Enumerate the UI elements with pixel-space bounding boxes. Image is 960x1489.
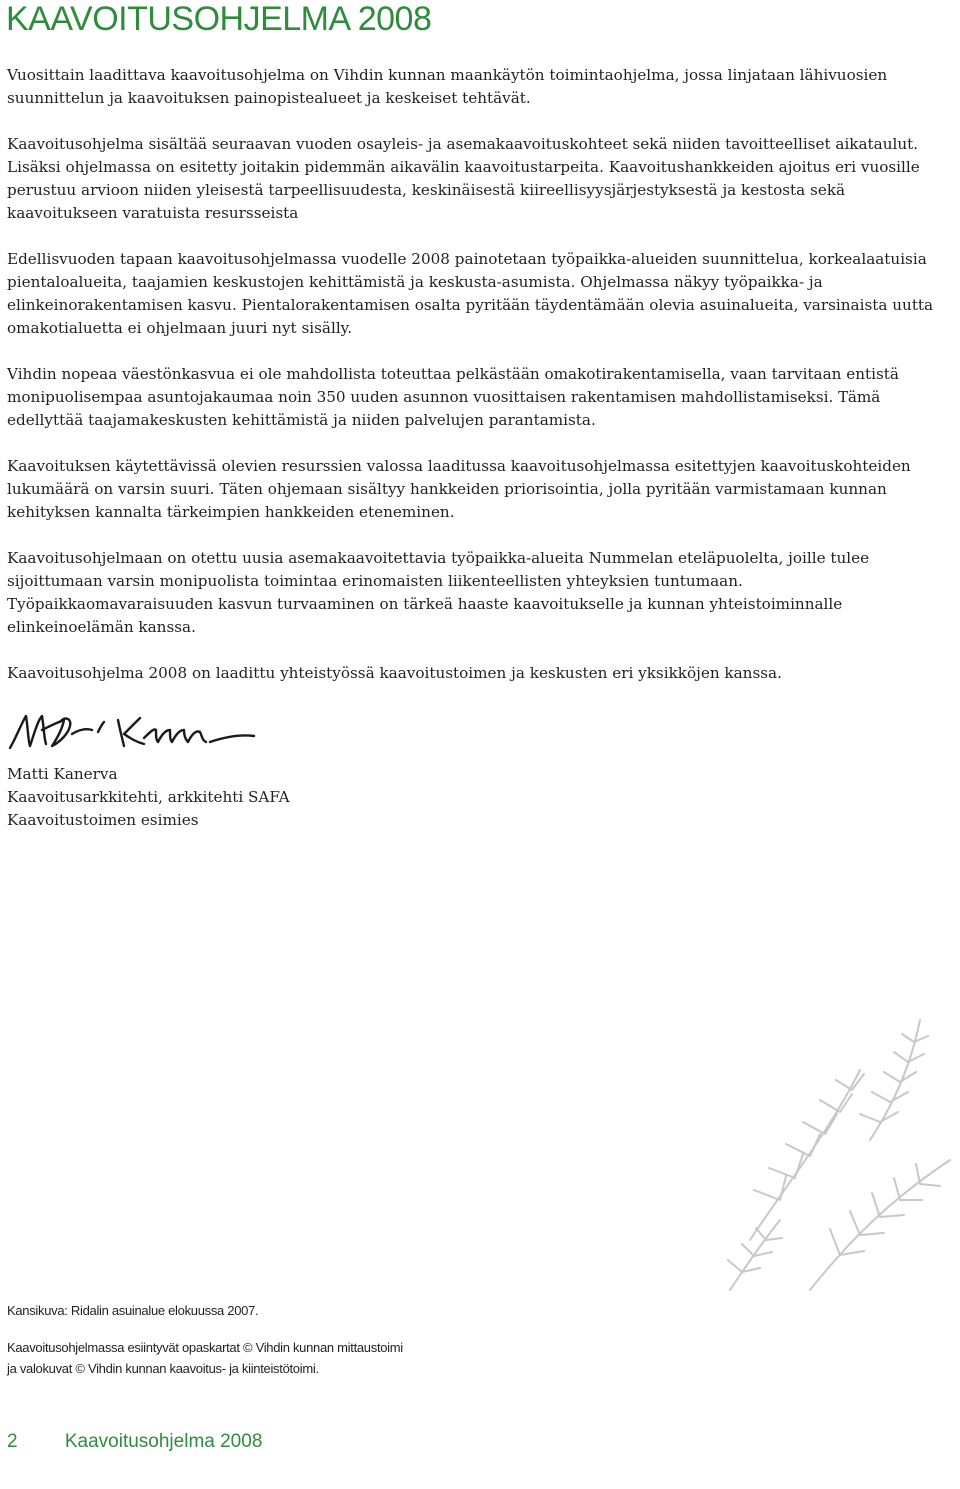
page-footer (7, 1430, 262, 1454)
paragraph: Kaavoitusohjelmaan on otettu uusia asemakaavoitettavia työpaikka-alueita Nummelan eteläpuolelta, joille tulee sijoittumaan varsin monipuolista toimintaa erinomaisten liikenteellisten yhteyksien tuntumaan. Työpaikkaomavaraisuuden kasvun turvaaminen on tärkeä haaste kaavoitukselle ja kunnan yhteistoiminnalle elinkeinoelämän kanssa. (7, 549, 870, 636)
paragraph: Edellisvuoden tapaan kaavoitusohjelmassa vuodelle 2008 painotetaan työpaikka-alueiden suunnittelua, korkealaatuisia pientaloalueita, taajamien keskustojen kehittämistä ja keskusta-asumista. Ohjelmassa näkyy työpaikka- ja elinkeinorakentamisen kasvu. Pientalorakentamisen osalta pyritään täydentämään olevia asuinalueita, varsinaista uutta omakotialuetta ei ohjelmaan juuri nyt sisälly. (7, 250, 934, 337)
signature-block (7, 763, 290, 832)
signer-role: Kaavoitusarkkitehti, arkkitehti SAFA (7, 788, 290, 806)
signer-position: Kaavoitustoimen esimies (7, 811, 199, 829)
running-title: Kaavoitusohjelma 2008 (64, 1431, 263, 1452)
page-number: 2 (7, 1431, 18, 1452)
paragraph: Kaavoituksen käytettävissä olevien resurssien valossa laaditussa kaavoitusohjelmassa esitettyjen kaavoituskohteiden lukumäärä on varsin suuri. Täten ohjemaan sisältyy hankkeiden priorisointia, jolla pyritään varmistamaan kunnan kehityksen kannalta tärkeimpien hankkeiden eteneminen. (7, 457, 911, 521)
paragraph: Vihdin nopeaa väestönkasvua ei ole mahdollista toteuttaa pelkästään omakotirakentamisella, vaan tarvitaan entistä monipuolisempaa asuntojakaumaa noin 350 uuden asunnon vuosittaisen rakentamisen mahdollistamiseksi. Tämä edellyttää taajamakeskusten kehittämistä ja niiden palvelujen parantamista. (7, 365, 899, 429)
intro-text (7, 64, 939, 708)
image-credits (7, 1300, 403, 1379)
handwritten-signature (6, 708, 266, 760)
maps-credit: Kaavoitusohjelmassa esiintyvät opaskartat © Vihdin kunnan mittaustoimi (7, 1340, 403, 1355)
fern-leaves-illustration (720, 1010, 960, 1300)
photos-credit: ja valokuvat © Vihdin kunnan kaavoitus- ja kiinteistötoimi. (7, 1361, 319, 1376)
paragraph: Kaavoitusohjelma sisältää seuraavan vuoden osayleis- ja asemakaavoituskohteet sekä niiden tavoitteelliset aikataulut. Lisäksi ohjelmassa on esitetty joitakin pidemmän aikavälin kaavoitustarpeita. Kaavoitushankkeiden ajoitus eri vuosille perustuu arvioon niiden yleisestä tarpeellisuudesta, keskinäisestä kiireellisyysjärjestyksestä ja kestosta sekä kaavoitukseen varatuista resursseista (7, 135, 920, 222)
page-title: KAAVOITUSOHJELMA 2008 (6, 0, 432, 38)
cover-credit: Kansikuva: Ridalin asuinalue elokuussa 2007. (7, 1303, 259, 1318)
signer-name: Matti Kanerva (7, 765, 118, 783)
paragraph: Vuosittain laadittava kaavoitusohjelma on Vihdin kunnan maankäytön toimintaohjelma, jossa linjataan lähivuosien suunnittelun ja kaavoituksen painopistealueet ja keskeiset tehtävät. (7, 66, 888, 107)
paragraph: Kaavoitusohjelma 2008 on laadittu yhteistyössä kaavoitustoimen ja keskusten eri yksikköjen kanssa. (7, 664, 782, 682)
